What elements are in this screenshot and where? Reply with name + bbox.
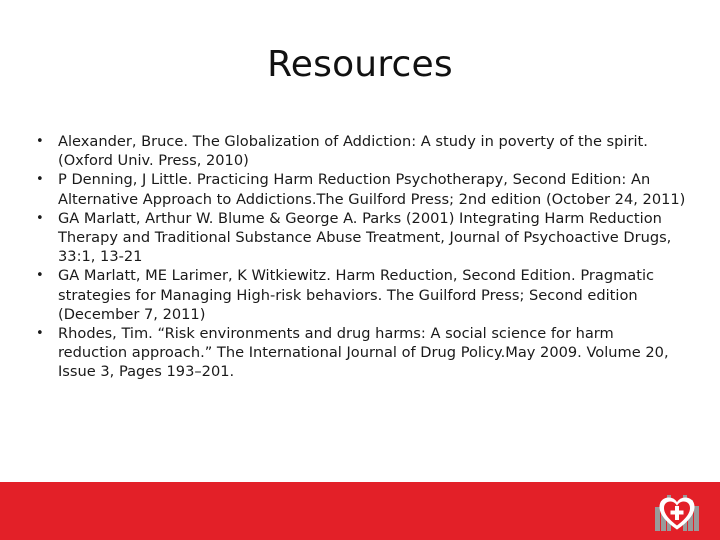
resource-text: Rhodes, Tim. “Risk environments and drug harms: A social science for harm reduction approach.” The International Journal of Drug Policy.May 2009. Volume 20, Issue 3, Pages 193–201. — [58, 325, 669, 381]
resource-item — [36, 170, 686, 208]
resource-item — [36, 209, 686, 267]
bullet-icon: • — [36, 172, 44, 188]
resource-list — [36, 132, 686, 382]
resource-text: P Denning, J Little. Practicing Harm Reduction Psychotherapy, Second Edition: An Alternative Approach to Addictions.The Guilford Press; 2nd edition (October 24, 2011) — [58, 171, 686, 208]
resource-item — [36, 132, 686, 170]
heart-cross-city-logo-icon — [652, 487, 702, 535]
footer-bar — [0, 482, 720, 540]
bullet-icon: • — [36, 268, 44, 284]
resource-text: Alexander, Bruce. The Globalization of Addiction: A study in poverty of the spirit. (Oxford Univ. Press, 2010) — [58, 133, 648, 170]
resource-item — [36, 266, 686, 324]
resource-text: GA Marlatt, ME Larimer, K Witkiewitz. Harm Reduction, Second Edition. Pragmatic strategies for Managing High-risk behaviors. The Guilford Press; Second edition (December 7, 2011) — [58, 267, 655, 323]
bullet-icon: • — [36, 210, 44, 226]
bullet-icon: • — [36, 326, 44, 342]
resource-text: GA Marlatt, Arthur W. Blume & George A. Parks (2001) Integrating Harm Reduction Therapy and Traditional Substance Abuse Treatment, Journal of Psychoactive Drugs, 33:1, 13-21 — [58, 209, 672, 266]
bullet-icon: • — [36, 134, 44, 149]
resource-item — [36, 324, 686, 382]
slide-title: Resources — [267, 44, 453, 85]
